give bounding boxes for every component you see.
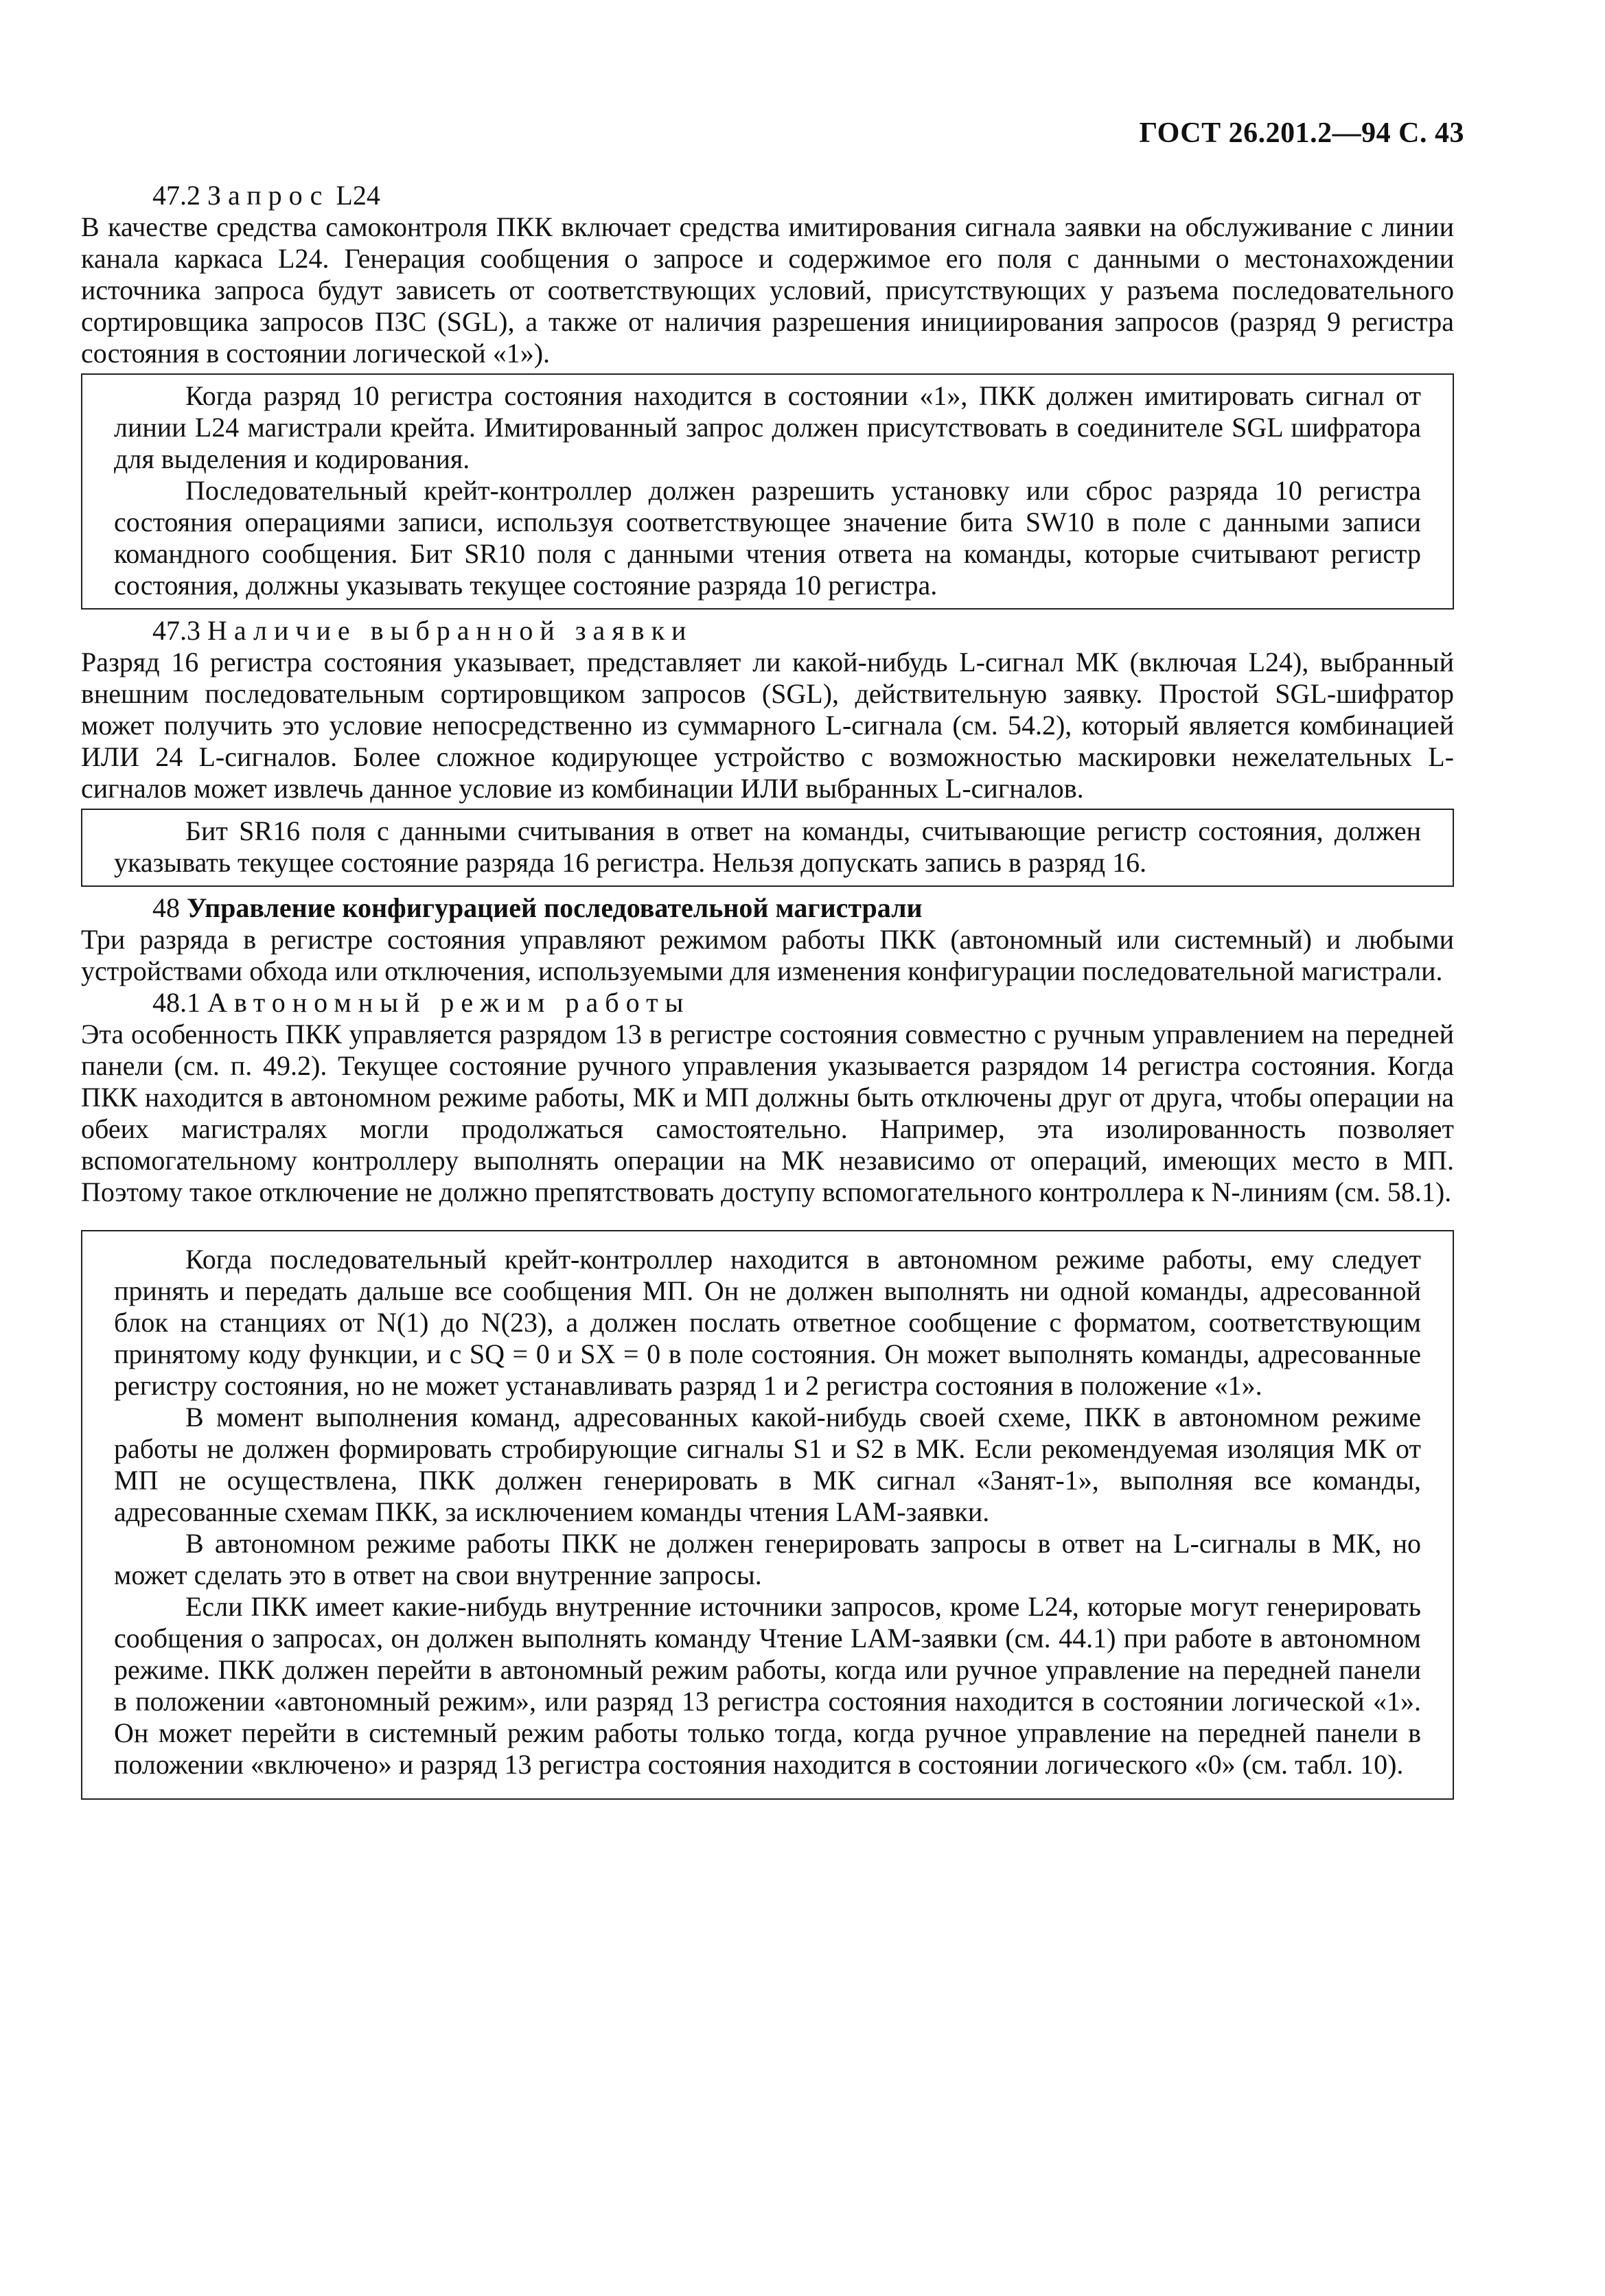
requirement-box-47-2 <box>81 373 1454 610</box>
section-title: Управление конфигурацией последовательной магистрали <box>187 892 923 923</box>
requirement-paragraph: Когда последовательный крейт-контроллер находится в автономном режиме работы, ему следует принять и передать дальше все сообщения МП. Он не должен выполнять ни одной команды, адресованной блок на станциях от N(1) до N(23), а должен послать ответное сообщение с форматом, соответствующим принятому коду функции, и с SQ = 0 и SX = 0 в поле состояния. Он может выполнять команды, адресованные регистру состояния, но не может устанавливать разряд 1 и 2 регистра состояния в положение «1». <box>114 1244 1421 1401</box>
section-title: Наличие выбранной заявки <box>207 615 693 646</box>
requirement-paragraph: Когда разряд 10 регистра состояния находится в состоянии «1», ПКК должен имитировать сигнал от линии L24 магистрали крейта. Имитированный запрос должен присутствовать в соединителе SGL шифратора для выделения и кодирования. <box>114 380 1421 474</box>
section-title: Автономный режим работы <box>207 987 691 1018</box>
requirement-paragraph: Последовательный крейт-контроллер должен разрешить установку или сброс разряда 10 регистра состояния операциями записи, используя соответствующее значение бита SW10 в поле с данными записи командного сообщения. Бит SR10 поля с данными чтения ответа на команды, которые считывают регистр состояния, должны указывать текущее состояние разряда 10 регистра. <box>114 475 1421 601</box>
page-header: ГОСТ 26.201.2—94 С. 43 <box>1139 117 1464 149</box>
section-title: Запрос <box>207 180 330 211</box>
requirement-box-48-1 <box>81 1230 1454 1800</box>
requirement-paragraph: В момент выполнения команд, адресованных какой-нибудь своей схеме, ПКК в автономном режиме работы не должен формировать стробирующие сигналы S1 и S2 в МК. Если рекомендуемая изоляция МК от МП не осуществлена, ПКК должен генерировать в МК сигнал «Занят-1», выполняя все команды, адресованные схемам ПКК, за исключением команды чтения LAM-заявки. <box>114 1402 1421 1527</box>
section-heading-47-3 <box>81 615 1454 647</box>
requirement-paragraph: Бит SR16 поля с данными считывания в ответ на команды, считывающие регистр состояния, должен указывать текущее состояние разряда 16 регистра. Нельзя допускать запись в разряд 16. <box>114 815 1421 878</box>
requirement-box-47-3 <box>81 809 1454 887</box>
section-heading-48-1 <box>81 987 1454 1019</box>
section-number: 48.1 <box>152 987 200 1018</box>
section-48-body: Три разряда в регистре состояния управляют режимом работы ПКК (автономный или системный) и любыми устройствами обхода или отключения, используемыми для изменения конфигурации последовательной магистрали. <box>81 924 1454 986</box>
section-48-1-body: Эта особенность ПКК управляется разрядом 13 в регистре состояния совместно с ручным управлением на передней панели (см. п. 49.2). Текущее состояние ручного управления указывается разрядом 14 регистра состояния. Когда ПКК находится в автономном режиме работы, МК и МП должны быть отключены друг от друга, чтобы операции на обеих магистралях могли продолжаться самостоятельно. Например, эта изолированность позволяет вспомогательному контроллеру выполнять операции на МК независимо от операций, имеющих место в МП. Поэтому такое отключение не должно препятствовать доступу вспомогательного контроллера к N-линиям (см. 58.1). <box>81 1019 1454 1207</box>
section-code: L24 <box>336 180 380 211</box>
section-number: 48 <box>152 892 180 923</box>
section-heading-48 <box>81 892 1454 924</box>
requirement-paragraph: Если ПКК имеет какие-нибудь внутренние источники запросов, кроме L24, которые могут генерировать сообщения о запросах, он должен выполнять команду Чтение LAM-заявки (см. 44.1) при работе в автономном режиме. ПКК должен перейти в автономный режим работы, когда или ручное управление на передней панели в положении «автономный режим», или разряд 13 регистра состояния находится в состоянии логической «1». Он может перейти в системный режим работы только тогда, когда ручное управление на передней панели в положении «включено» и разряд 13 регистра состояния находится в состоянии логического «0» (см. табл. 10). <box>114 1591 1421 1780</box>
section-47-3-body: Разряд 16 регистра состояния указывает, представляет ли какой-нибудь L-сигнал МК (включая L24), выбранный внешним последовательным сортировщиком запросов (SGL), действительную заявку. Простой SGL-шифратор может получить это условие непосредственно из суммарного L-сигнала (см. 54.2), который является комбинацией ИЛИ 24 L-сигналов. Более сложное кодирующее устройство с возможностью маскировки нежелательных L-сигналов может извлечь данное условие из комбинации ИЛИ выбранных L-сигналов. <box>81 647 1454 804</box>
requirement-paragraph: В автономном режиме работы ПКК не должен генерировать запросы в ответ на L-сигналы в МК, но может сделать это в ответ на свои внутренние запросы. <box>114 1528 1421 1590</box>
section-number: 47.2 <box>152 180 200 211</box>
section-47-2-body: В качестве средства самоконтроля ПКК включает средства имитирования сигнала заявки на обслуживание с линии канала каркаса L24. Генерация сообщения о запросе и содержимое его поля с данными о местонахождении источника запроса будут зависеть от соответствующих условий, присутствующих у разъема последовательного сортировщика запросов ПЗС (SGL), а также от наличия разрешения инициирования запросов (разряд 9 регистра состояния в состоянии логической «1»). <box>81 211 1454 369</box>
section-number: 47.3 <box>152 615 200 646</box>
document-body <box>81 180 1454 1805</box>
section-heading-47-2 <box>81 180 1454 211</box>
